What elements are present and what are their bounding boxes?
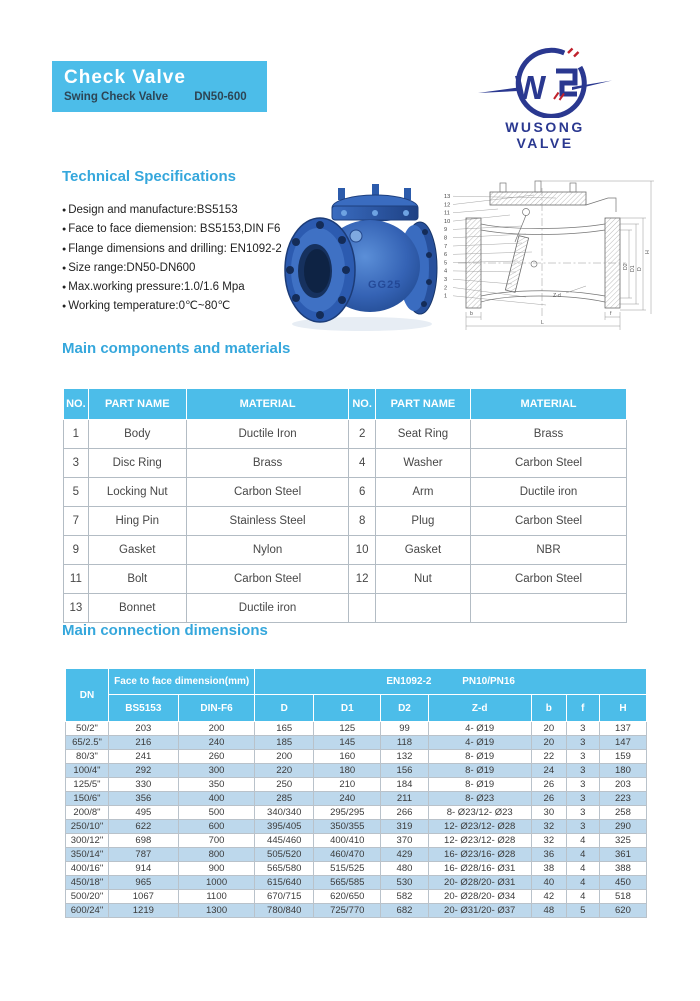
table-cell: 518 [599, 890, 646, 904]
valve-photo [282, 170, 442, 334]
table-cell: 210 [314, 778, 381, 792]
table-cell: 4 [566, 848, 599, 862]
table-cell: 20- Ø31/20- Ø37 [428, 904, 531, 918]
table-cell: 1067 [108, 890, 178, 904]
table-cell: 340/340 [255, 806, 314, 820]
table-cell: 241 [108, 750, 178, 764]
product-size-range: DN50-600 [194, 91, 247, 103]
table-cell: 495 [108, 806, 178, 820]
table-cell: 292 [108, 764, 178, 778]
table-row [66, 848, 647, 862]
table-cell: 800 [178, 848, 255, 862]
table-cell: 184 [381, 778, 428, 792]
table-cell: 65/2.5" [66, 736, 109, 750]
col-h: H [599, 695, 646, 722]
table-cell: 1 [64, 420, 89, 449]
product-title: Check Valve [64, 67, 186, 88]
table-cell [375, 594, 470, 623]
table-cell: Carbon Steel [186, 478, 349, 507]
col-d1: D1 [314, 695, 381, 722]
table-cell: 145 [314, 736, 381, 750]
table-cell: 388 [599, 862, 646, 876]
table-cell: 725/770 [314, 904, 381, 918]
company-name: WUSONG VALVE [505, 119, 585, 151]
table-cell: Brass [186, 449, 349, 478]
table-cell: 220 [255, 764, 314, 778]
table-cell: 16- Ø23/16- Ø28 [428, 848, 531, 862]
table-cell: Carbon Steel [471, 507, 627, 536]
table-cell: 350 [178, 778, 255, 792]
table-cell: 211 [381, 792, 428, 806]
table-cell: 6 [349, 478, 375, 507]
table-cell: 450/18" [66, 876, 109, 890]
table-cell: 258 [599, 806, 646, 820]
col-din-f6: DIN-F6 [178, 695, 255, 722]
table-cell: 185 [255, 736, 314, 750]
table-cell: 1100 [178, 890, 255, 904]
table-cell: 12 [349, 565, 375, 594]
col-d: D [255, 695, 314, 722]
dim-label-h: H [645, 250, 651, 254]
table-row [66, 778, 647, 792]
table-cell: Washer [375, 449, 470, 478]
table-row [64, 536, 627, 565]
col-f: f [566, 695, 599, 722]
table-cell: 3 [566, 722, 599, 736]
table-cell: 1300 [178, 904, 255, 918]
table-cell: 38 [531, 862, 566, 876]
col-b: b [531, 695, 566, 722]
table-cell: 615/640 [255, 876, 314, 890]
table-cell: 515/525 [314, 862, 381, 876]
drawing-callout-number: 8 [444, 235, 448, 242]
valve-cast-marking: GG25 [368, 279, 402, 291]
table-cell: Stainless Steel [186, 507, 349, 536]
table-row [66, 722, 647, 736]
col-en1092-group [255, 669, 647, 695]
table-cell: 3 [566, 806, 599, 820]
table-cell: 12- Ø23/12- Ø28 [428, 834, 531, 848]
table-cell: 203 [108, 722, 178, 736]
table-cell: 132 [381, 750, 428, 764]
drawing-callout-number: 4 [444, 268, 448, 275]
col-z-d: Z-d [428, 695, 531, 722]
table-cell: Hing Pin [88, 507, 186, 536]
table-cell: 42 [531, 890, 566, 904]
table-cell: 240 [314, 792, 381, 806]
wusong-logo-icon [478, 36, 612, 118]
drawing-callout-number: 12 [444, 202, 451, 209]
section-main-connection-dimensions: Main connection dimensions [62, 622, 268, 639]
en-pn-label: PN10/PN16 [462, 676, 515, 687]
en-standard-label: EN1092-2 [386, 676, 432, 687]
table-cell: 260 [178, 750, 255, 764]
table-cell: 445/460 [255, 834, 314, 848]
table-row [66, 890, 647, 904]
table-cell: 200/8" [66, 806, 109, 820]
table-row [66, 792, 647, 806]
drawing-callout-number: 11 [444, 210, 450, 217]
table-cell: 4 [566, 834, 599, 848]
valve-cross-section-drawing [438, 168, 662, 340]
table-cell: 780/840 [255, 904, 314, 918]
table-row [64, 449, 627, 478]
table-cell: 250 [255, 778, 314, 792]
table-cell: 2 [349, 420, 375, 449]
valve-bonnet [332, 184, 418, 221]
components-table [63, 388, 627, 623]
drawing-callout-number: 3 [444, 277, 448, 283]
table-cell: 300 [178, 764, 255, 778]
table-cell: 150/6" [66, 792, 109, 806]
table-row [66, 736, 647, 750]
table-cell: 582 [381, 890, 428, 904]
table-cell: Locking Nut [88, 478, 186, 507]
table-cell: 370 [381, 834, 428, 848]
table-cell: 900 [178, 862, 255, 876]
table-cell: 8- Ø23/12- Ø23 [428, 806, 531, 820]
components-header-row [64, 389, 627, 420]
table-cell: 565/585 [314, 876, 381, 890]
table-cell: 200 [255, 750, 314, 764]
spec-item: ● Working temperature:0℃~80℃ [62, 297, 297, 316]
dim-label-d2: D2 [623, 263, 629, 270]
table-cell: 600 [178, 820, 255, 834]
spec-item: ● Size range:DN50-DN600 [62, 259, 297, 278]
table-cell: 125 [314, 722, 381, 736]
drawing-callout-number: 5 [444, 260, 448, 267]
table-cell: 500/20" [66, 890, 109, 904]
table-cell: 24 [531, 764, 566, 778]
table-cell: 5 [64, 478, 89, 507]
col-material-1: MATERIAL [186, 389, 349, 420]
valve-left-flange [285, 218, 355, 322]
dim-label-f: f [610, 311, 612, 317]
table-cell: 965 [108, 876, 178, 890]
table-row [64, 594, 627, 623]
table-cell: Seat Ring [375, 420, 470, 449]
table-cell: 26 [531, 792, 566, 806]
table-row [66, 876, 647, 890]
drawing-callout-number: 6 [444, 252, 448, 259]
table-cell: 20 [531, 736, 566, 750]
drawing-callout-number: 2 [444, 285, 448, 292]
table-cell: 3 [566, 750, 599, 764]
table-cell: Body [88, 420, 186, 449]
table-cell: 11 [64, 565, 89, 594]
table-cell: 395/405 [255, 820, 314, 834]
spec-list [62, 201, 297, 317]
table-cell: 216 [108, 736, 178, 750]
table-cell: 480 [381, 862, 428, 876]
table-cell: 13 [64, 594, 89, 623]
table-cell: 48 [531, 904, 566, 918]
drawing-callout-number: 9 [444, 227, 448, 234]
dim-label-l: L [541, 320, 544, 326]
table-cell: 500 [178, 806, 255, 820]
table-cell: 125/5" [66, 778, 109, 792]
table-row [66, 764, 647, 778]
table-cell: 400/410 [314, 834, 381, 848]
dimensions-header-row-1 [66, 669, 647, 695]
table-cell: 4- Ø19 [428, 722, 531, 736]
table-cell: 325 [599, 834, 646, 848]
table-cell: 4 [566, 876, 599, 890]
col-part-name-1: PART NAME [88, 389, 186, 420]
table-cell: 620/650 [314, 890, 381, 904]
table-cell: Carbon Steel [186, 565, 349, 594]
table-cell: Ductile Iron [186, 420, 349, 449]
spec-item: ● Design and manufacture:BS5153 [62, 201, 297, 220]
table-cell: 700 [178, 834, 255, 848]
table-row [66, 750, 647, 764]
dim-label-d: D [637, 267, 643, 271]
table-cell: Arm [375, 478, 470, 507]
table-cell: 622 [108, 820, 178, 834]
section-main-components: Main components and materials [62, 340, 291, 357]
table-cell: Brass [471, 420, 627, 449]
table-cell: 600/24" [66, 904, 109, 918]
table-cell: 3 [566, 792, 599, 806]
table-cell: 3 [566, 764, 599, 778]
table-cell: 620 [599, 904, 646, 918]
table-cell: 20- Ø28/20- Ø31 [428, 876, 531, 890]
table-cell: Plug [375, 507, 470, 536]
table-cell: Bolt [88, 565, 186, 594]
svg-text:W: W [515, 69, 547, 106]
section-technical-specifications: Technical Specifications [62, 168, 236, 185]
table-cell: Gasket [375, 536, 470, 565]
table-row [66, 820, 647, 834]
table-cell: 8- Ø19 [428, 750, 531, 764]
table-cell: 32 [531, 820, 566, 834]
table-cell: 3 [566, 820, 599, 834]
table-cell: 40 [531, 876, 566, 890]
table-cell: 159 [599, 750, 646, 764]
table-cell: 100/4" [66, 764, 109, 778]
spec-item: ● Max.working pressure:1.0/1.6 Mpa [62, 278, 297, 297]
table-row [66, 806, 647, 820]
table-cell: 914 [108, 862, 178, 876]
table-cell: 530 [381, 876, 428, 890]
table-row [66, 862, 647, 876]
table-cell: 460/470 [314, 848, 381, 862]
table-cell: 787 [108, 848, 178, 862]
table-cell: 99 [381, 722, 428, 736]
table-cell: 682 [381, 904, 428, 918]
table-cell: 8- Ø19 [428, 764, 531, 778]
table-cell: 9 [64, 536, 89, 565]
table-cell: 361 [599, 848, 646, 862]
col-dn: DN [66, 669, 109, 722]
table-cell: 240 [178, 736, 255, 750]
table-cell: Gasket [88, 536, 186, 565]
dimensions-table [65, 668, 647, 918]
table-cell: 137 [599, 722, 646, 736]
table-cell: 156 [381, 764, 428, 778]
table-cell: 356 [108, 792, 178, 806]
table-cell: 160 [314, 750, 381, 764]
table-cell: 12- Ø23/12- Ø28 [428, 820, 531, 834]
dimensions-header-row-2 [66, 695, 647, 722]
col-no-2: NO. [349, 389, 375, 420]
drawing-callouts [444, 194, 556, 305]
drawing-callout-number: 10 [444, 218, 451, 225]
table-cell: 8- Ø19 [428, 778, 531, 792]
table-cell: 147 [599, 736, 646, 750]
table-cell: 1219 [108, 904, 178, 918]
table-cell: 290 [599, 820, 646, 834]
table-cell: 450 [599, 876, 646, 890]
spec-item: ● Flange dimensions and drilling: EN1092-2 [62, 240, 297, 259]
table-cell: 1000 [178, 876, 255, 890]
table-row [64, 420, 627, 449]
table-cell: 223 [599, 792, 646, 806]
table-cell: 180 [314, 764, 381, 778]
table-cell: 8- Ø23 [428, 792, 531, 806]
table-cell: 50/2" [66, 722, 109, 736]
table-cell: 250/10" [66, 820, 109, 834]
table-cell: 118 [381, 736, 428, 750]
table-cell: 10 [349, 536, 375, 565]
drawing-callout-number: 1 [444, 293, 448, 300]
table-cell: 300/12" [66, 834, 109, 848]
table-row [66, 904, 647, 918]
dim-label-d1: D1 [630, 265, 636, 272]
table-cell: 565/580 [255, 862, 314, 876]
table-cell: 4 [566, 862, 599, 876]
drawing-callout-number: 13 [444, 194, 451, 200]
table-cell: 4 [566, 890, 599, 904]
col-d2: D2 [381, 695, 428, 722]
col-no-1: NO. [64, 389, 89, 420]
table-cell: 3 [64, 449, 89, 478]
table-cell: Nylon [186, 536, 349, 565]
table-row [64, 507, 627, 536]
table-cell: 203 [599, 778, 646, 792]
product-subtitle-row [64, 91, 267, 103]
table-cell: 285 [255, 792, 314, 806]
table-cell: 5 [566, 904, 599, 918]
table-cell: 32 [531, 834, 566, 848]
table-cell: Bonnet [88, 594, 186, 623]
table-cell: 30 [531, 806, 566, 820]
drawing-callout-number: 7 [444, 243, 448, 250]
table-cell: 319 [381, 820, 428, 834]
table-cell: 4 [349, 449, 375, 478]
table-cell: Disc Ring [88, 449, 186, 478]
table-cell: 26 [531, 778, 566, 792]
table-cell: 20 [531, 722, 566, 736]
table-cell: Carbon Steel [471, 449, 627, 478]
table-cell: Ductile iron [471, 478, 627, 507]
table-cell: 330 [108, 778, 178, 792]
table-cell: 400/16" [66, 862, 109, 876]
table-cell: 350/14" [66, 848, 109, 862]
table-cell [349, 594, 375, 623]
table-cell: 80/3" [66, 750, 109, 764]
table-cell: Nut [375, 565, 470, 594]
dim-label-b: b [470, 311, 473, 317]
table-cell: 8 [349, 507, 375, 536]
col-face-to-face-group: Face to face dimension(mm) [108, 669, 254, 695]
table-cell: 16- Ø28/16- Ø31 [428, 862, 531, 876]
table-cell: 180 [599, 764, 646, 778]
table-cell: 3 [566, 736, 599, 750]
table-cell: Carbon Steel [471, 565, 627, 594]
product-subtitle: Swing Check Valve [64, 91, 169, 103]
table-cell: NBR [471, 536, 627, 565]
table-cell: 165 [255, 722, 314, 736]
table-cell: 670/715 [255, 890, 314, 904]
table-cell: 3 [566, 778, 599, 792]
table-cell: 698 [108, 834, 178, 848]
table-cell: Ductile iron [186, 594, 349, 623]
table-cell: 22 [531, 750, 566, 764]
table-cell: 295/295 [314, 806, 381, 820]
table-cell: 350/355 [314, 820, 381, 834]
col-part-name-2: PART NAME [375, 389, 470, 420]
table-cell: 36 [531, 848, 566, 862]
table-cell: 400 [178, 792, 255, 806]
table-row [64, 478, 627, 507]
product-banner [52, 61, 267, 112]
company-logo [478, 36, 612, 151]
table-cell: 7 [64, 507, 89, 536]
table-cell: 4- Ø19 [428, 736, 531, 750]
table-cell: 266 [381, 806, 428, 820]
table-cell: 200 [178, 722, 255, 736]
dim-label-zd: Z-d [553, 293, 561, 299]
table-cell: 505/520 [255, 848, 314, 862]
table-row [64, 565, 627, 594]
spec-item: ● Face to face diemension: BS5153,DIN F6 [62, 220, 297, 239]
table-cell: 20- Ø28/20- Ø34 [428, 890, 531, 904]
table-row [66, 834, 647, 848]
table-cell [471, 594, 627, 623]
table-cell: 429 [381, 848, 428, 862]
col-material-2: MATERIAL [471, 389, 627, 420]
col-bs5153: BS5153 [108, 695, 178, 722]
